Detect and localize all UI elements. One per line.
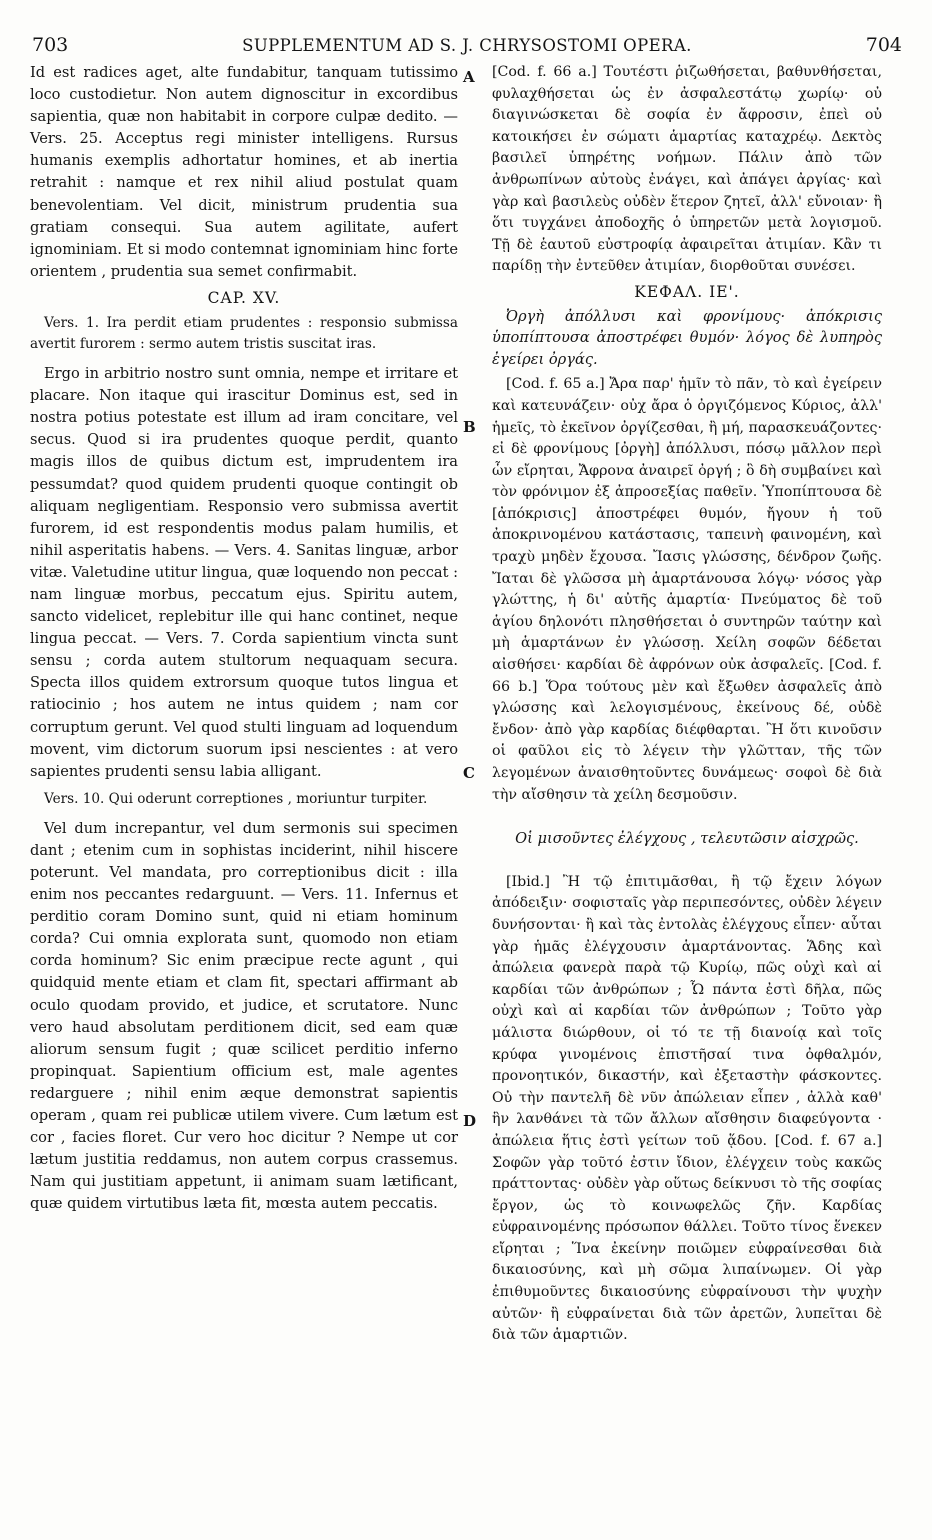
latin-paragraph-1: Id est radices aget, alte fundabitur, tanquam tutissimo loco custodietur. Non autem dignoscitur in excordibus sapientia, quæ non habitabit in corpore culpæ dedito. — Vers. 25. Acceptus regi minister intelligens. Rursus humanis exemplis adhortatur homines, et ab inertia retrahit : namque et rex nihil aliud postulat quam benevolentiam. Vel dicit, ministrum prudentia sua gratiam consequi. Sua autem agilitate, aufert ignominiam. Et si modo contemnat ignominiam hinc forte orientem , prudentia sua semet confirmabit. [30,64,458,280]
margin-marker-a: A [463,68,475,86]
margin-marker-b: B [463,418,476,436]
margin-marker-c: C [463,764,475,782]
running-title: SUPPLEMENTUM AD S. J. CHRYSOSTOMI OPERA. [242,36,692,55]
greek-lemma-2: Οἱ μισοῦντες ἐλέγχους , τελευτῶσιν αἰσχρῶς. [515,830,859,848]
chapter-heading-latin: CAP. XV. [207,288,281,307]
verse-1-lemma: Vers. 1. Ira perdit etiam prudentes : responsio submissa avertit furorem : sermo autem tristis suscitat iras. [30,315,458,353]
page-number-left: 703 [32,34,69,56]
greek-paragraph-1: [Cod. f. 66 a.] Τουτέστι ῥιζωθήσεται, βαθυνθήσεται, φυλαχθήσεται ὡς ἐν ἀσφαλεστάτῳ χωρίῳ· οὐ διαγινώσκεται δὲ σοφία ἐν ἄφροσιν, ἐπεὶ οὐ κατοικήσει ἐν σώματι ἁμαρτίας καταχρέῳ. Δεκτὸς βασιλεῖ ὑπηρέτης νοήμων. Πάλιν ἀπὸ τῶν ἀνθρωπίνων αὐτοὺς ἐνάγει, καὶ ἀπάγει ἀργίας· καὶ γὰρ καὶ βασιλεὺς οὐδὲν ἕτερον ζητεῖ, ἀλλ' εὔνοιαν· ἢ ὅτι τυγχάνει ἀποδοχῆς ὁ ὑπηρετῶν μετὰ λογισμοῦ. Τῇ δὲ ἑαυτοῦ εὐστροφίᾳ ἀφαιρεῖται ἀτιμίαν. Κἂν τι παρίδῃ τὴν ἐντεῦθεν ἀτιμίαν, διορθοῦται συνέσει. [492,64,882,275]
greek-paragraph-3: [Ibid.] Ἢ τῷ ἐπιτιμᾶσθαι, ἢ τῷ ἔχειν λόγων ἀπόδειξιν· σοφισταῖς γὰρ περιπεσόντες, οὐδὲν λέγειν δυνήσονται· ἢ καὶ τὰς ἐντολὰς ἐλέγχους εἶπεν· αὗται γὰρ ἡμᾶς ἐλέγχουσιν ἁμαρτάνοντας. Ἅδης καὶ ἀπώλεια φανερὰ παρὰ τῷ Κυρίῳ, πῶς οὐχὶ καὶ αἱ καρδίαι τῶν ἀνθρώπων ; Ὧ πάντα ἐστὶ δῆλα, πῶς οὐχὶ καὶ αἱ καρδίαι τῶν ἀνθρώπων ; Τοῦτο γὰρ μάλιστα διώρθουν, οἱ τό τε τῇ διανοίᾳ καὶ τοῖς κρύφα γινομένοις ἐπιστῆσαί τινα ὀφθαλμόν, προνοητικόν, δικαστήν, καὶ ἐξεταστὴν φάσκοντες. Οὐ τὴν παντελῆ δὲ νῦν ἀπώλειαν εἶπεν , ἀλλὰ καθ' ἣν λανθάνει τὰ τῶν ἄλλων αἴσθησιν διαφεύγοντα · ἀπώλεια ἥτις ἐστὶ γείτων τοῦ ᾅδου. [Cod. f. 67 a.] Σοφῶν γὰρ τοῦτό ἐστιν ἴδιον, ἐλέγχειν τοὺς κακῶς πράττοντας· οὐδὲν γὰρ οὕτως δείκνυσι τὸ τῆς σοφίας ἔργον, ὡς τὸ κοινωφελῶς ζῆν. Καρδίας εὐφραινομένης πρόσωπον θάλλει. Τοῦτο τίνος ἕνεκεν εἴρηται ; Ἵνα ἐκείνην ποιῶμεν εὐφραίνεσθαι διὰ δικαιοσύνης, καὶ μὴ σῶμα λιπαίνωμεν. Οἱ γὰρ ἐπιθυμοῦντες δικαιοσύνης εὐφραίνουσι τὴν ψυχὴν αὐτῶν· ἢ εὐφραίνεται διὰ τῶν ἀρετῶν, λυπεῖται δὲ διὰ τῶν ἁμαρτιῶν. [492,873,882,1344]
page-number-right: 704 [865,34,902,56]
latin-column [30,62,458,1216]
verse-10-lemma: Vers. 10. Qui oderunt correptiones , moriuntur turpiter. [44,790,428,807]
greek-paragraph-2: [Cod. f. 65 a.] Ἄρα παρ' ἡμῖν τὸ πᾶν, τὸ καὶ ἐγείρειν καὶ κατευνάζειν· οὐχ ἄρα ὁ ὀργιζόμενος Κύριος, ἀλλ' ἡμεῖς, τὸ ἐκεῖνον ὀργίζεσθαι, ἢ μή, παρασκευάζοντες· εἰ δὲ φρονίμους [ὀργὴ] ἀπόλλυσι, πόσῳ μᾶλλον περὶ ὧν εἴρηται, Ἄφρονα ἀναιρεῖ ὀργή ; ὃ δὴ συμβαίνει καὶ τὸν φρόνιμον ἐξ ἀπροσεξίας παθεῖν. Ὑποπίπτουσα δὲ [ἀπόκρισις] ἀποστρέφει θυμόν, ἤγουν ἡ τοῦ ἀποκρινομένου κατάστασις, ταπεινὴ φαινομένη, καὶ τραχὺ μηδὲν ἔχουσα. Ἴασις γλώσσης, δένδρον ζωῆς. Ἴαται δὲ γλῶσσα μὴ ἁμαρτάνουσα λόγῳ· νόσος γὰρ γλώττης, ἡ δι' αὐτῆς ἁμαρτία· Πνεύματος δὲ τοῦ ἁγίου δηλονότι πλησθήσεται ὁ συντηρῶν ταύτην καὶ μὴ ἁμαρτάνων ἐν γλώσσῃ. Χείλη σοφῶν δέδεται αἰσθήσει· καρδίαι δὲ ἀφρόνων οὐκ ἀσφαλεῖς. [Cod. f. 66 b.] Ὅρα τούτους μὲν καὶ ἔξωθεν ἀσφαλεῖς ἀπὸ γλώσσης καὶ λελογισμένους, ἐκείνους δέ, οὐδὲ ἔνδον· ἀπὸ γὰρ καρδίας διέφθαρται. Ἢ ὅτι κινοῦσιν οἱ φαῦλοι εἰς τὸ λέγειν τὴν γλῶτταν, τῆς τῶν λεγομένων ἀναισθητοῦντες δυνάμεως· σοφοὶ δὲ διὰ τὴν αἴσθησιν τὰ χείλη δεσμοῦσιν. [492,376,882,803]
chapter-heading-greek: ΚΕΦΑΛ. ΙΕ'. [634,282,740,301]
greek-column [492,62,882,1347]
latin-paragraph-2: Ergo in arbitrio nostro sunt omnia, nempe et irritare et placare. Non itaque qui irascitur Dominus est, sed in nostra potius potestate est illum ad iram concitare, vel secus. Quod si ira prudentes quoque perdit, quanto magis illos de quibus dictum est, imprudentem ira pessumdat? quod quidem prudenti quoque contingit ob aliquam negligentiam. Responsio vero submissa avertit furorem, id est respondentis modus palam humilis, et nihil asperitatis habens. — Vers. 4. Sanitas linguæ, arbor vitæ. Valetudine utitur lingua, quæ loquendo non peccat : nam linguæ morbus, peccatum ejus. Spiritu autem, sancto videlicet, replebitur ille qui hanc continet, neque lingua peccat. — Vers. 7. Corda sapientium vincta sunt sensu ; corda autem stultorum nequaquam secura. Specta illos quidem extrorsum quoque tutos lingua et ratiocinio ; hos autem ne intus quidem ; nam cor corruptum gerunt. Vel quod stulti linguam ad loquendum movent, vim dictorum suorum ipsi nescientes : at vero sapientes prudenti sensu labia alligant. [30,365,458,780]
margin-marker-d: D [463,1112,477,1130]
greek-lemma-1: Ὀργὴ ἀπόλλυσι καὶ φρονίμους· ἀπόκρισις ὑποπίπτουσα ἀποστρέφει θυμόν· λόγος δὲ λυπηρὸς ἐγείρει ὀργάς. [492,307,882,368]
page-header [32,34,902,60]
latin-paragraph-3: Vel dum increpantur, vel dum sermonis sui specimen dant ; etenim cum in sophistas inciderint, nihil hiscere poterunt. Vel mandata, pro correptionibus dicit : illa enim nos peccantes redarguunt. — Vers. 11. Infernus et perditio coram Domino sunt, quid ni etiam hominum corda? Cui omnia explorata sunt, quomodo non etiam corda hominum? Sic enim præcipue recte agunt , qui quidquid mente etiam et clam fit, spectari affirmant ab oculo quodam provido, et judice, et scrutatore. Nunc vero haud absolutam perditionem dicit, sed eam quæ aliorum sensum fugit ; quæ scilicet perditio inferno propinquat. Sapientium officium est, male agentes redarguere ; nihil enim æque demonstrat sapientis operam , quam rei publicæ utilem vivere. Cum lætum est cor , facies floret. Cur vero hoc dicitur ? Nempe ut cor lætum justitia reddamus, non autem corpus crassemus. Nam qui justitiam appetunt, ii animam suam lætificant, quæ quidem virtutibus læta fit, mœsta autem peccatis. [30,819,458,1213]
